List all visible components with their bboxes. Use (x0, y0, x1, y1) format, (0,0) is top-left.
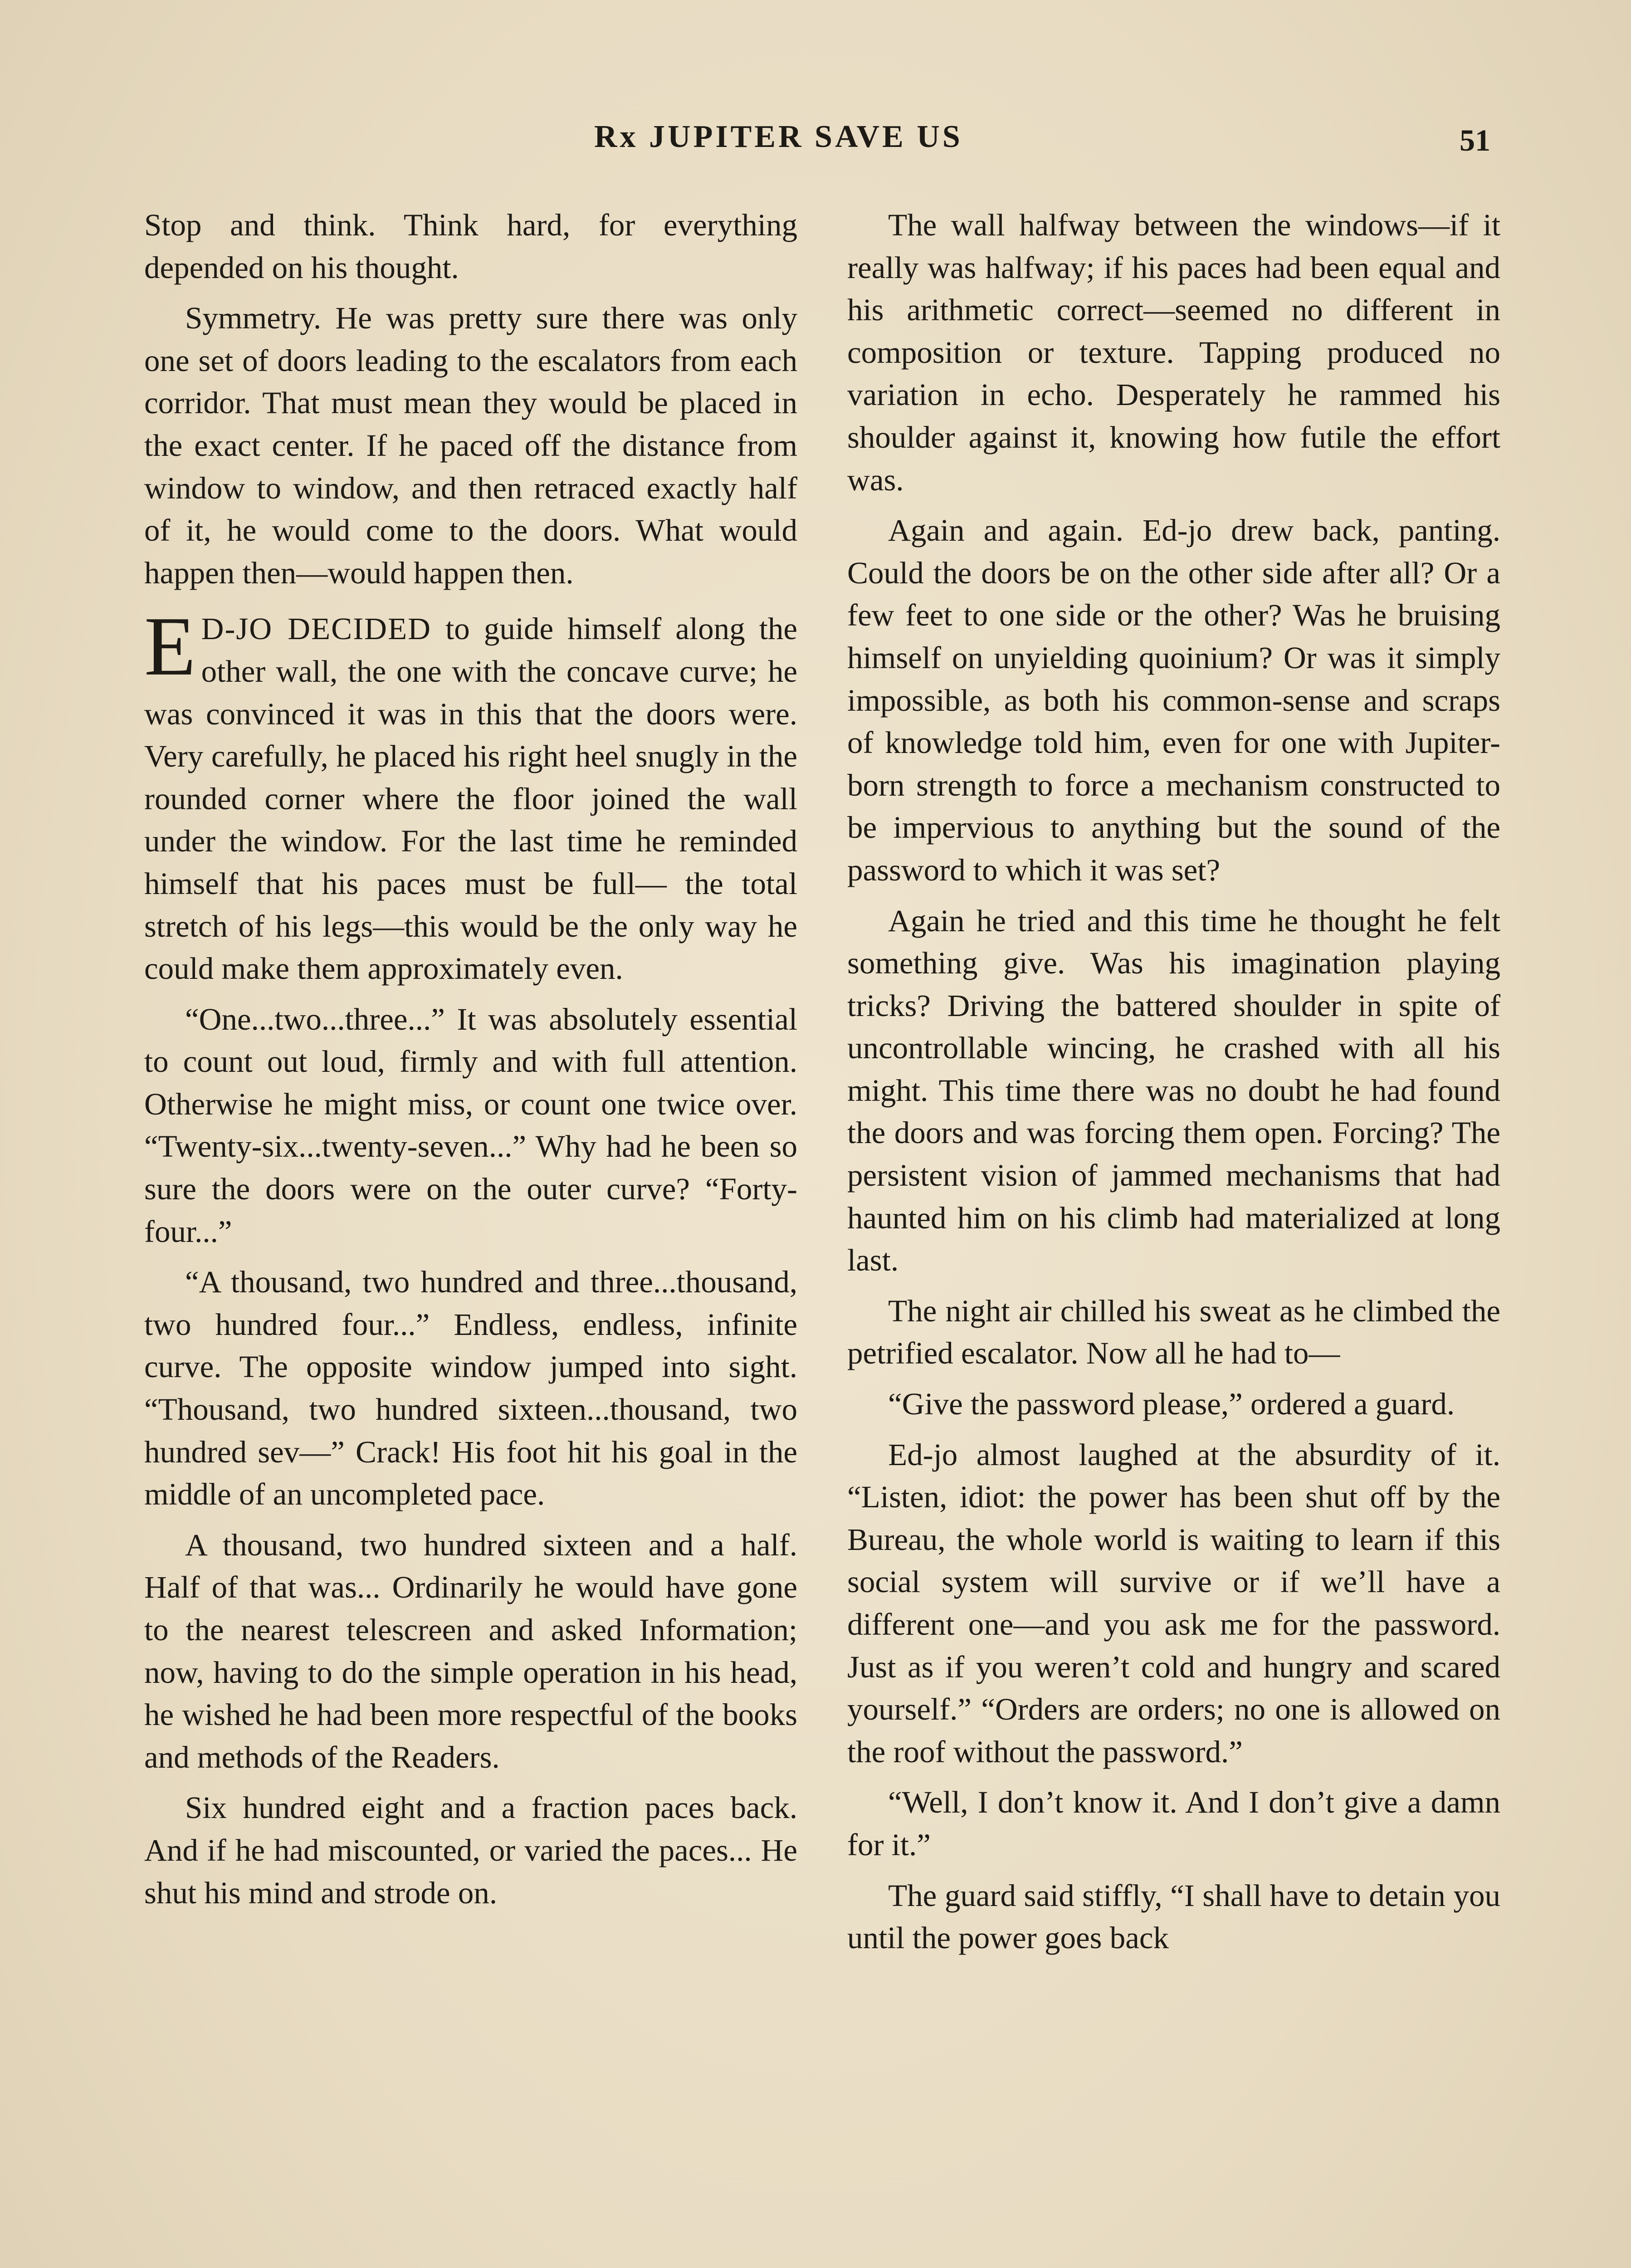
paragraph: “Give the password please,” ordered a guard. (888, 1387, 1455, 1422)
drop-cap: E (144, 600, 196, 694)
paragraph: Six hundred eight and a fraction paces back. And if he had miscounted, or varied the paces... He shut his mind and strode on. (144, 1790, 797, 1910)
paragraph: Ed-jo almost laughed at the absurdity of it. “Listen, idiot: the power has been shut off by the Bureau, the whole world is waiting to learn if this social system will survive or if we’ll have a different one—and you ask me for the password. Just as if you weren’t cold and hungry and scared yourself.” “Orders are orders; no one is allowed on the roof without the password.” (847, 1437, 1500, 1769)
paragraph: Again and again. Ed-jo drew back, panting. Could the doors be on the other side after all? Or a few feet to one side or the other? Was he bruising himself on unyielding quoinium? Or was it simply impossible, as both his common-sense and scraps of knowledge told him, even for one with Jupiter-born strength to force a mechanism constructed to be impervious to anything but the sound of the password to which it was set? (847, 513, 1500, 887)
running-head-title: Rx JUPITER SAVE US (594, 119, 963, 154)
page-number: 51 (1460, 123, 1490, 157)
left-column (144, 204, 797, 1922)
paragraph: “One...two...three...” It was absolutely essential to count out loud, firmly and with full attention. Otherwise he might miss, or count one twice over. “Twenty-six...twenty-seven...” Why had he been so sure the doors were on the outer curve? “Forty-four...” (144, 1002, 797, 1249)
section-opening-paragraph (144, 600, 797, 990)
paragraph: Stop and think. Think hard, for everything depended on his thought. (144, 208, 797, 285)
paragraph: Again he tried and this time he thought he felt something give. Was his imagination playing tricks? Driving the battered shoulder in spite of uncontrollable wincing, he crashed with all his might. This time there was no doubt he had found the doors and was forcing them open. Forcing? The persistent vision of jammed mechanisms that had haunted him on his climb had materialized at long last. (847, 903, 1500, 1278)
paragraph: The wall halfway between the windows—if it really was halfway; if his paces had been equal and his arithmetic correct—seemed no different in composition or texture. Tapping produced no variation in echo. Desperately he rammed his shoulder against it, knowing how futile the effort was. (847, 208, 1500, 497)
paragraph-text: to guide himself along the other wall, the one with the concave curve; he was convinced it was in this that the doors were. Very carefully, he placed his right heel snugly in the rounded corner where the floor joined the wall under the window. For the last time he reminded himself that his paces must be full— the total stretch of his legs—this would be the only way he could make them approximately even. (144, 611, 797, 986)
paragraph: “Well, I don’t know it. And I don’t give a damn for it.” (847, 1785, 1500, 1862)
paragraph: Symmetry. He was pretty sure there was only one set of doors leading to the escalators from each corridor. That must mean they would be placed in the exact center. If he paced off the distance from window to window, and then retraced exactly half of it, he would come to the doors. What would happen then—would happen then. (144, 301, 797, 590)
right-column (847, 204, 1500, 1968)
paragraph: “A thousand, two hundred and three...thousand, two hundred four...” Endless, endless, infinite curve. The opposite window jumped into sight. “Thousand, two hundred sixteen...thousand, two hundred sev—” Crack! His foot hit his goal in the middle of an uncompleted pace. (144, 1265, 797, 1512)
lead-in-caps: D-JO DECIDED (201, 611, 431, 646)
running-head (0, 119, 1631, 160)
paragraph: A thousand, two hundred sixteen and a half. Half of that was... Ordinarily he would have gone to the nearest telescreen and asked Information; now, having to do the simple operation in his head, he wished he had been more respectful of the books and methods of the Readers. (144, 1527, 797, 1774)
paragraph: The guard said stiffly, “I shall have to detain you until the power goes back (847, 1878, 1500, 1955)
paragraph: The night air chilled his sweat as he climbed the petrified escalator. Now all he had to— (847, 1293, 1500, 1371)
